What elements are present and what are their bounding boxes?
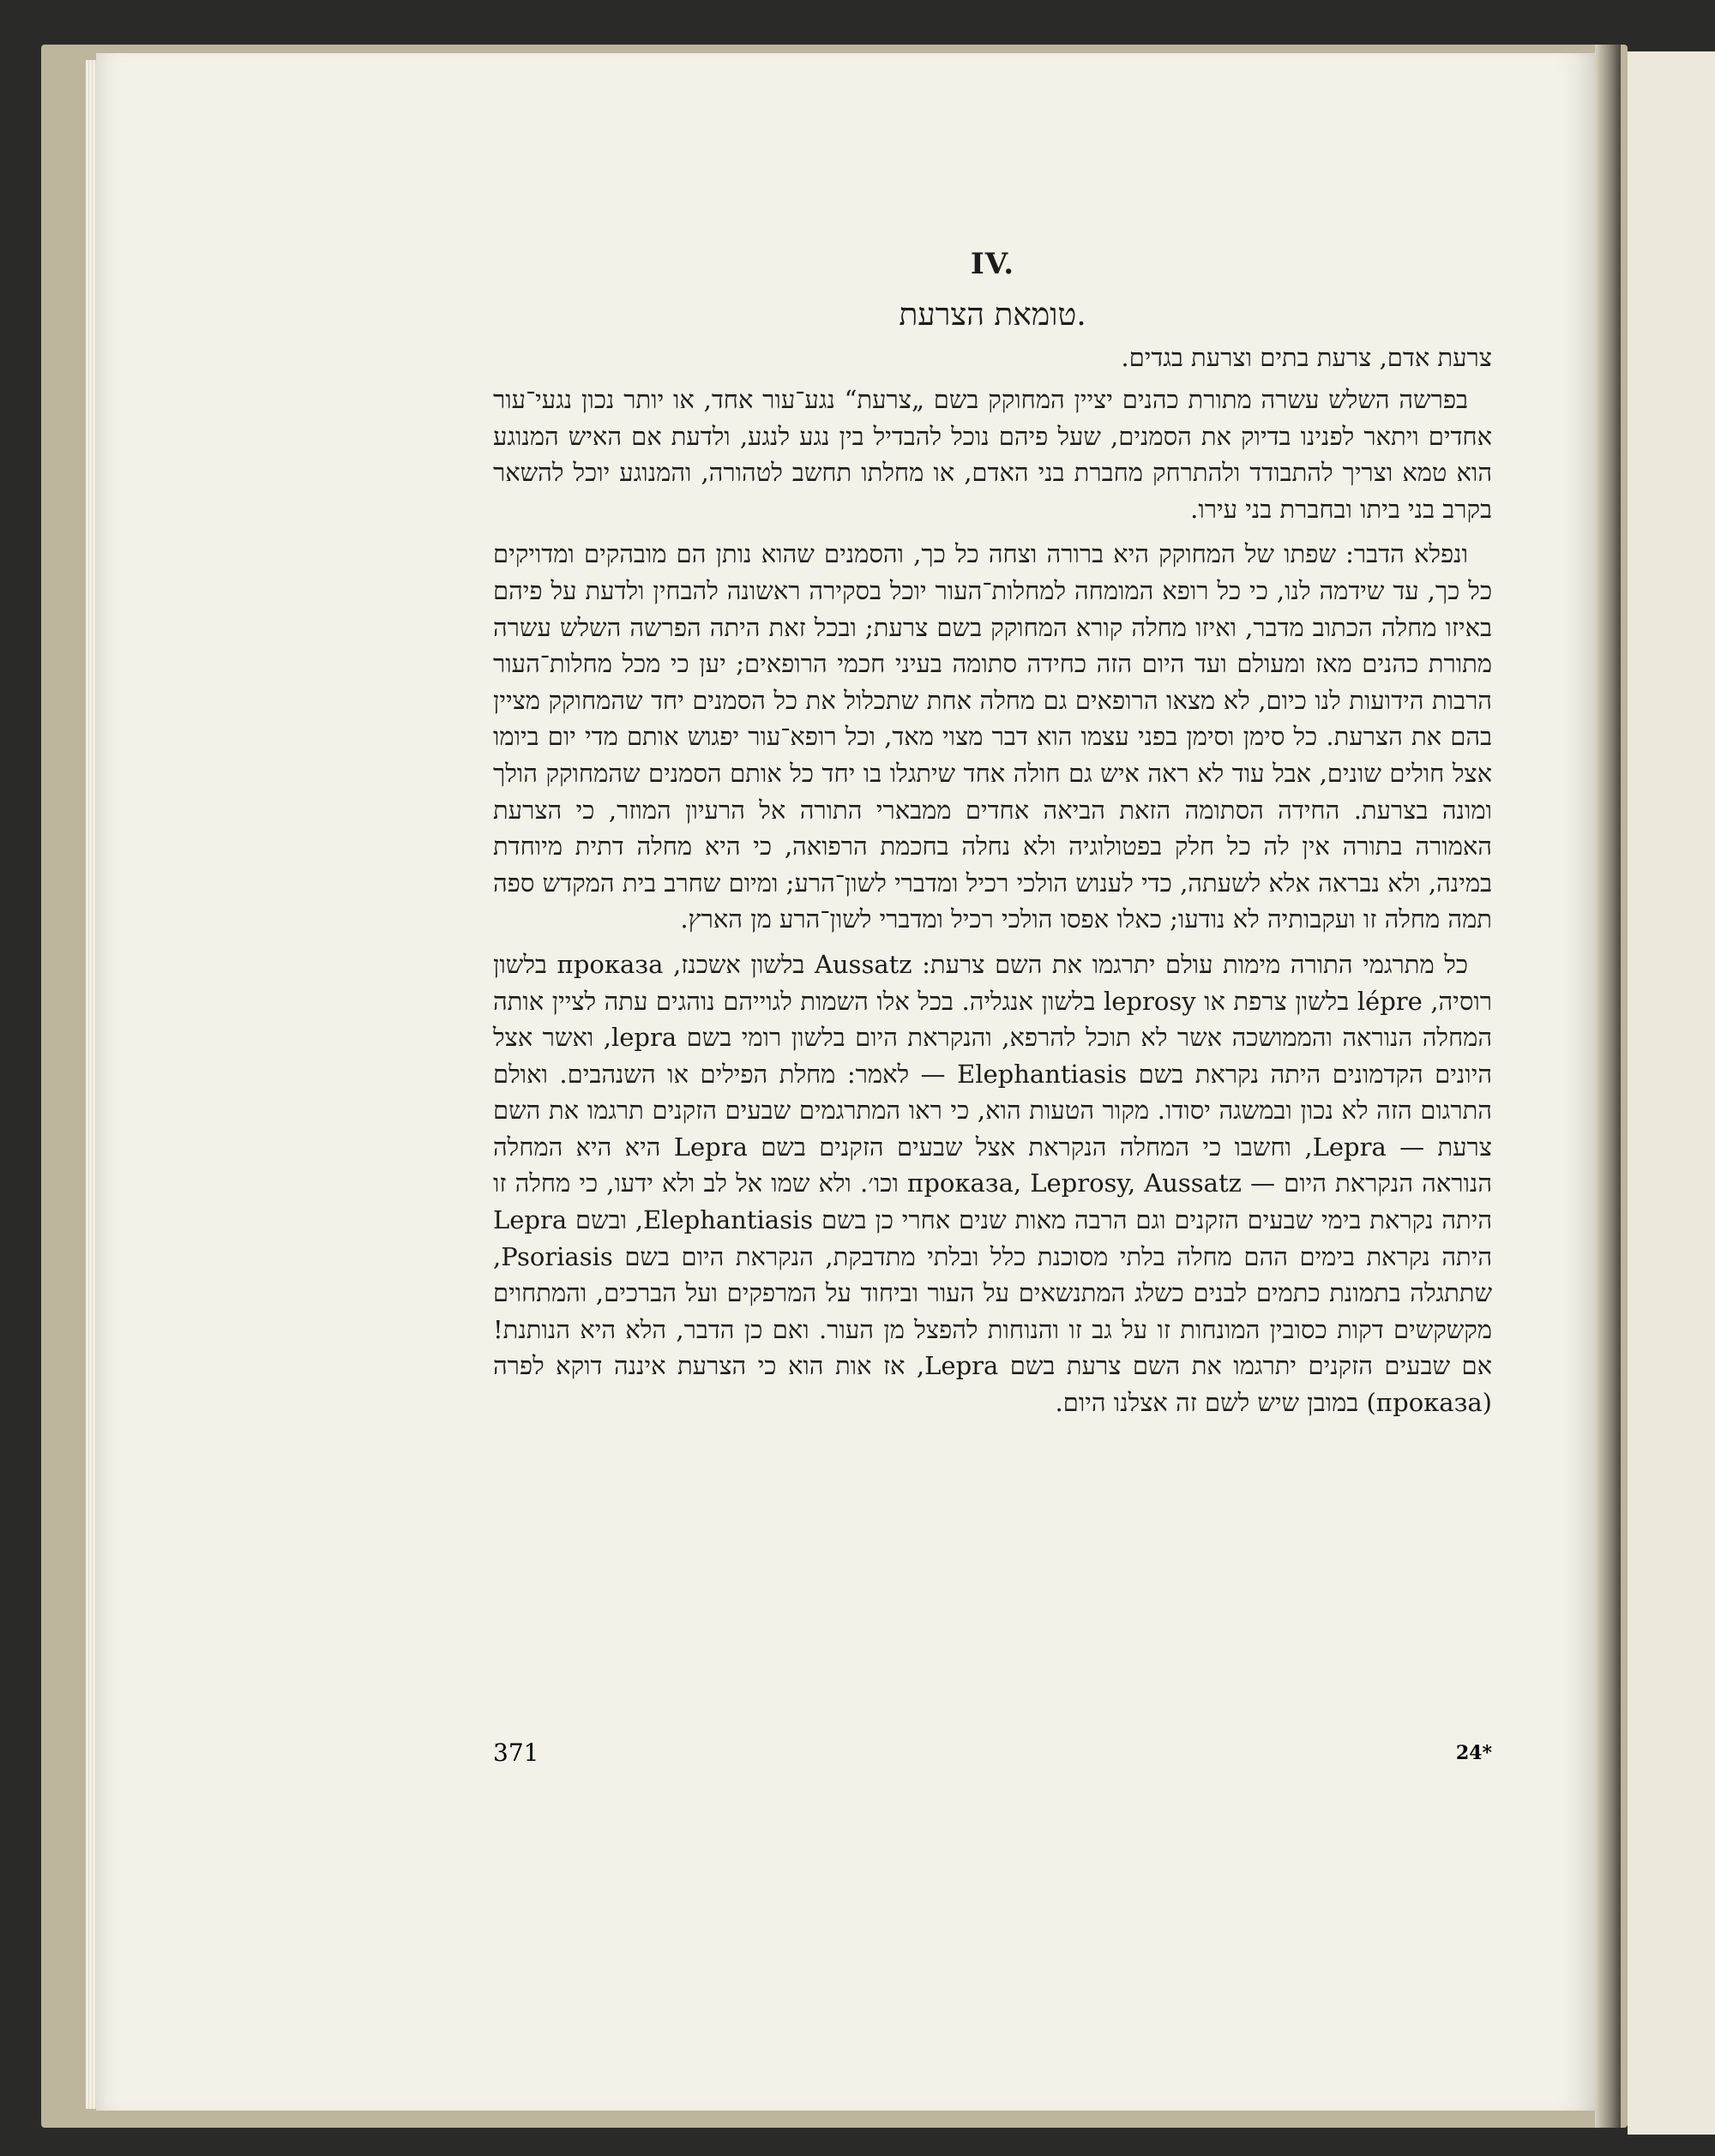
signature-mark: 24* <box>1455 1742 1492 1764</box>
chapter-subtitle: צרעת אדם, צרעת בתים וצרעת בגדים. <box>1121 343 1492 372</box>
page-number: 371 <box>493 1739 539 1767</box>
body-text <box>493 381 1492 1421</box>
paragraph: כל מתרגמי התורה מימות עולם יתרגמו את השם צרעת: Aussatz בלשון אשכנז, проказа בלשון רוסיה, lépre בלשון צרפת או leprosy בלשון אנגליה. בכל אלו השמות לגוייהם נוהגים עתה לציין אותה המחלה הנוראה והממושכה אשר לא תוכל להרפא, והנקראת היום בלשון רומי בשם lepra, ואשר אצל היונים הקדמונים היתה נקראת בשם Elephantiasis — לאמר: מחלת הפילים או השנהבים. ואולם התרגום הזה לא נכון ובמשגה יסודו. מקור הטעות הוא, כי ראו המתרגמים שבעים הזקנים תרגמו את השם צרעת — Lepra, וחשבו כי המחלה הנקראת אצל שבעים הזקנים בשם Lepra היא היא המחלה הנוראה הנקראת היום — проказа, Leprosy, Aussatz וכו׳. ולא שמו אל לב ולא ידעו, כי מחלה זו היתה נקראת בימי שבעים הזקנים וגם הרבה מאות שנים אחרי כן בשם Elephantiasis, ובשם Lepra היתה נקראת בימים ההם מחלה בלתי מסוכנת כלל ובלתי מתדבקת, הנקראת היום בשם Psoriasis, שתתגלה בתמונת כתמים לבנים כשלג המתנשאים על העור וביחוד על המרפקים ועל הברכים, והמתחוים מקשקשים דקות כסובין המונחות זו על גב זו והנוחות להפצל מן העור. ואם כן הדבר, הלא היא הנותנת! אם שבעים הזקנים יתרגמו את השם צרעת בשם Lepra, אז אות הוא כי הצרעת איננה דוקא לפרה (проказа) במובן שיש לשם זה אצלנו היום. <box>493 949 1493 1418</box>
facing-page-edge <box>1628 51 1715 2135</box>
chapter-number: IV. <box>970 247 1015 281</box>
paragraph: ונפלא הדבר: שפתו של המחוקק היא ברורה וצחה כל כך, והסמנים שהוא נותן הם מובהקים ומדויקים כל כך, עד שידמה לנו, כי כל רופא המומחה למחלות־העור יוכל בסקירה ראשונה להבחין ולדעת על פיהם באיזו מחלה הכתוב מדבר, ואיזו מחלה קורא המחוקק בשם צרעת; ובכל זאת היתה הפרשה השלש עשרה מתורת כהנים מאז ומעולם ועד היום הזה כחידה סתומה בעיני חכמי הרופאים; יען כי מכל מחלות־העור הרבות הידועות לנו כיום, לא מצאו הרופאים גם מחלה אחת שתכלול את כל הסמנים יחד שהמחוקק מציין בהם את הצרעת. כל סימן וסימן בפני עצמו הוא דבר מצוי מאד, וכל רופא־עור יפגוש אותם מדי יום ביומו אצל חולים שונים, אבל עוד לא ראה איש גם חולה אחד שיתגלו בו יחד כל אותם הסמנים שהמחוקק הולך ומונה בצרעת. החידה הסתומה הזאת הביאה אחדים ממבארי התורה אל הרעיון המוזר, כי הצרעת האמורה בתורה אין לה כל חלק בפטולוגיה ולא נחלה בחכמת הרפואה, כי היא מחלה דתית מיוחדת במינה, ולא נבראה אלא לשעתה, כדי לענוש הולכי רכיל ומדברי לשון־הרע; ומיום שחרב בית המקדש ספה תמה מחלה זו ועקבותיה לא נודעו; כאלו אפסו הולכי רכיל ומדברי לשון־הרע מן הארץ. <box>493 539 1492 934</box>
book-gutter <box>1595 45 1621 2128</box>
chapter-title: טומאת הצרעת. <box>899 297 1086 333</box>
page-footer <box>493 1739 1492 1773</box>
paragraph: בפרשה השלש עשרה מתורת כהנים יציין המחוקק בשם „צרעת“ נגע־עור אחד, או יותר נכון נגעי־עור אחדים ויתאר לפנינו בדיוק את הסמנים, שעל פיהם נוכל להבדיל בין נגע לנגע, ולדעת אם האיש המנוגע הוא טמא וצריך להתבודד ולהתרחק מחברת בני האדם, או מחלתו תחשב לטהורה, והמנוגע יוכל להשאר בקרב בני ביתו ובחברת בני עירו. <box>493 385 1492 524</box>
page-content <box>493 247 1492 1421</box>
